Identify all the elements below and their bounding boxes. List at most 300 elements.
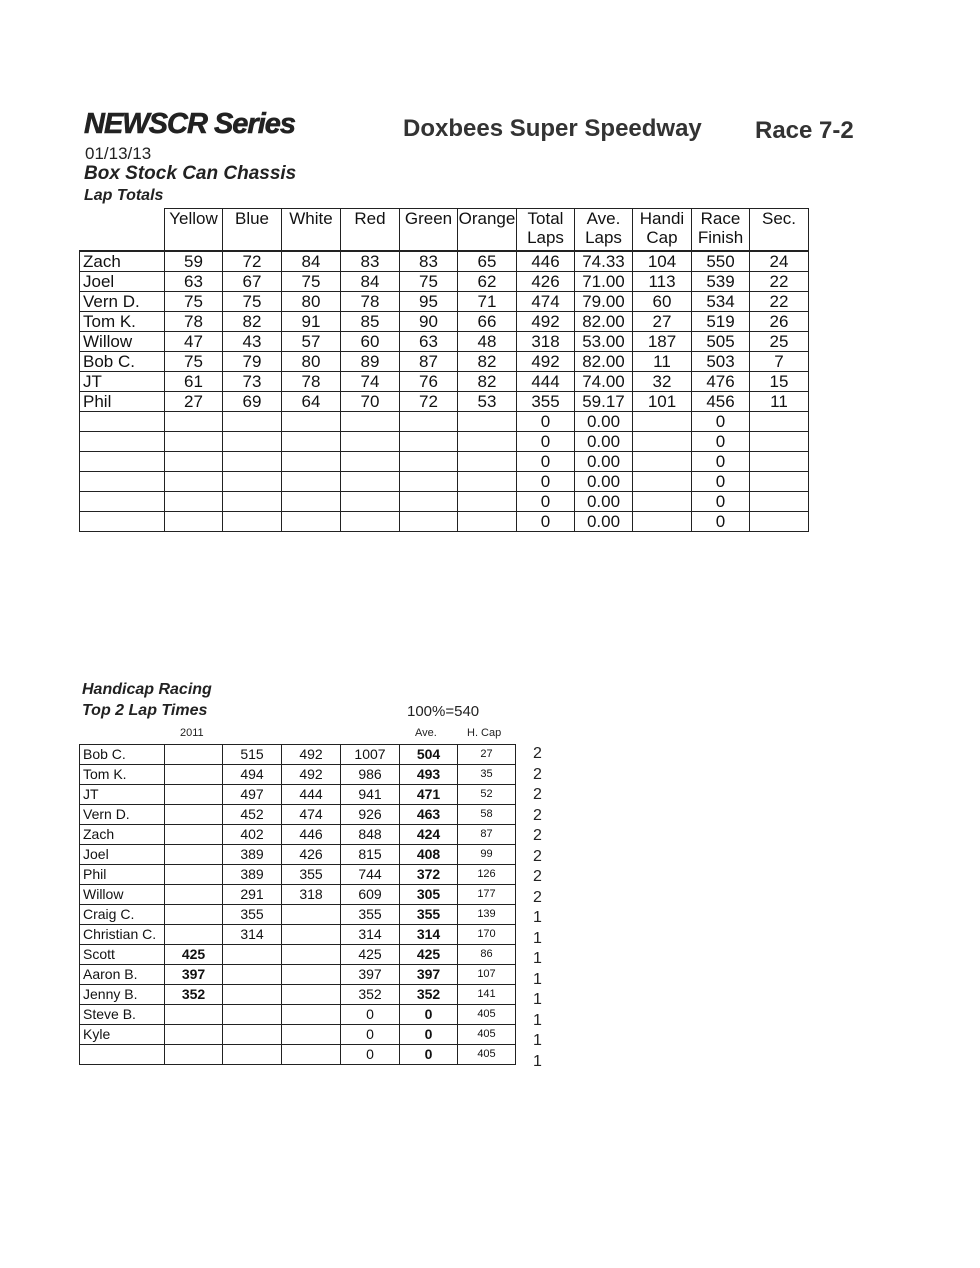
table-row [80, 965, 516, 985]
lap-value-cell: 60 [633, 292, 692, 312]
table-row [80, 272, 809, 292]
column-header-line1: Handi [639, 209, 685, 228]
lap-value-cell: 60 [341, 332, 400, 352]
lap-value-cell: 492 [517, 312, 575, 332]
table-row [80, 1045, 516, 1065]
handicap-cell: 107 [458, 965, 516, 985]
average-cell: 397 [400, 965, 458, 985]
lap-time-cell [282, 985, 341, 1005]
lap-value-cell: 74.00 [575, 372, 633, 392]
average-cell: 504 [400, 745, 458, 765]
lap-value-cell [282, 412, 341, 432]
lap-value-cell: 73 [223, 372, 282, 392]
time-2011-cell [165, 925, 223, 945]
header-blank-cell [80, 209, 165, 252]
lap-value-cell [633, 512, 692, 532]
lap-value-cell: 62 [458, 272, 517, 292]
lap-value-cell: 0 [517, 512, 575, 532]
column-header [223, 209, 282, 252]
lap-value-cell [458, 412, 517, 432]
handicap-cell: 405 [458, 1025, 516, 1045]
lap-value-cell [341, 452, 400, 472]
average-cell: 352 [400, 985, 458, 1005]
table-row [80, 745, 516, 765]
table-row [80, 352, 809, 372]
column-header-line2: Laps [527, 228, 564, 247]
table-row [80, 412, 809, 432]
lap-value-cell [282, 432, 341, 452]
race-count: 1 [533, 1032, 542, 1049]
lap-time-cell [223, 1025, 282, 1045]
lap-time-cell [282, 925, 341, 945]
lap-value-cell [223, 452, 282, 472]
lap-time-cell: 397 [341, 965, 400, 985]
lap-time-cell: 314 [223, 925, 282, 945]
handicap-cell: 58 [458, 805, 516, 825]
table-row [80, 472, 809, 492]
lap-value-cell: 61 [165, 372, 223, 392]
lap-value-cell: 75 [165, 352, 223, 372]
handicap-table [79, 744, 516, 1065]
lap-value-cell: 0.00 [575, 512, 633, 532]
lap-value-cell [282, 472, 341, 492]
lap-value-cell [458, 512, 517, 532]
lap-value-cell: 22 [750, 292, 809, 312]
average-cell: 372 [400, 865, 458, 885]
lap-value-cell: 444 [517, 372, 575, 392]
lap-value-cell: 456 [692, 392, 750, 412]
driver-name-cell [80, 432, 165, 452]
lap-time-cell: 444 [282, 785, 341, 805]
lap-time-cell [282, 905, 341, 925]
lap-time-cell: 0 [341, 1045, 400, 1065]
lap-value-cell [282, 492, 341, 512]
lap-value-cell: 474 [517, 292, 575, 312]
table-row [80, 765, 516, 785]
lap-value-cell [341, 432, 400, 452]
lap-value-cell: 87 [400, 352, 458, 372]
lap-time-cell [282, 945, 341, 965]
driver-name-cell: Bob C. [80, 352, 165, 372]
lap-value-cell: 550 [692, 251, 750, 272]
lap-value-cell: 59 [165, 251, 223, 272]
lap-time-cell: 446 [282, 825, 341, 845]
lap-value-cell: 82.00 [575, 352, 633, 372]
lap-time-cell [223, 1005, 282, 1025]
lap-time-cell: 426 [282, 845, 341, 865]
lap-time-cell: 355 [341, 905, 400, 925]
lap-time-cell [223, 1045, 282, 1065]
lap-value-cell: 84 [341, 272, 400, 292]
table-row [80, 452, 809, 472]
handicap-cell: 52 [458, 785, 516, 805]
table-row [80, 805, 516, 825]
lap-value-cell: 90 [400, 312, 458, 332]
lap-value-cell: 74.33 [575, 251, 633, 272]
lap-value-cell [633, 472, 692, 492]
lap-value-cell: 11 [633, 352, 692, 372]
lap-value-cell: 82 [458, 372, 517, 392]
lap-value-cell [165, 452, 223, 472]
table-row [80, 432, 809, 452]
race-count: 1 [533, 929, 542, 947]
lap-value-cell: 0.00 [575, 412, 633, 432]
driver-name-cell: Aaron B. [80, 965, 165, 985]
table-row [80, 945, 516, 965]
lap-value-cell: 47 [165, 332, 223, 352]
handicap-cell: 27 [458, 745, 516, 765]
average-cell: 0 [400, 1005, 458, 1025]
lap-value-cell [750, 492, 809, 512]
lap-time-cell [282, 1045, 341, 1065]
column-header-line1: Yellow [169, 209, 218, 228]
lap-value-cell: 64 [282, 392, 341, 412]
lap-value-cell: 15 [750, 372, 809, 392]
race-count: 1 [533, 970, 542, 988]
lap-time-cell [223, 965, 282, 985]
lap-value-cell: 0.00 [575, 472, 633, 492]
driver-name-cell: Phil [80, 392, 165, 412]
lap-value-cell: 65 [458, 251, 517, 272]
column-header-line1: Red [354, 209, 386, 228]
lap-value-cell: 82 [223, 312, 282, 332]
average-cell: 305 [400, 885, 458, 905]
driver-name-cell: Tom K. [80, 765, 165, 785]
lap-value-cell: 75 [282, 272, 341, 292]
lap-time-cell: 314 [341, 925, 400, 945]
lap-time-cell: 494 [223, 765, 282, 785]
lap-time-cell: 402 [223, 825, 282, 845]
table-row [80, 332, 809, 352]
lap-value-cell: 0 [517, 432, 575, 452]
lap-value-cell: 0.00 [575, 432, 633, 452]
driver-name-cell: Scott [80, 945, 165, 965]
column-header-line1: Blue [234, 209, 270, 228]
column-header-line2: Cap [646, 228, 678, 247]
lap-value-cell: 70 [341, 392, 400, 412]
race-count: 2 [533, 786, 542, 803]
column-header [400, 209, 458, 252]
table-row [80, 1025, 516, 1045]
lap-value-cell [165, 512, 223, 532]
lap-value-cell: 22 [750, 272, 809, 292]
table-row [80, 985, 516, 1005]
lap-time-cell: 609 [341, 885, 400, 905]
driver-name-cell [80, 1045, 165, 1065]
lap-value-cell: 505 [692, 332, 750, 352]
lap-value-cell: 101 [633, 392, 692, 412]
column-header [165, 209, 223, 252]
lap-value-cell: 72 [400, 392, 458, 412]
lap-value-cell: 26 [750, 312, 809, 332]
lap-totals-title: Lap Totals [84, 187, 164, 204]
race-count-column [533, 744, 542, 1072]
column-header [750, 209, 809, 252]
race-date: 01/13/13 [85, 144, 152, 163]
column-header [575, 209, 633, 252]
lap-time-cell: 352 [341, 985, 400, 1005]
lap-value-cell: 32 [633, 372, 692, 392]
lap-value-cell [341, 412, 400, 432]
lap-value-cell: 80 [282, 352, 341, 372]
lap-time-cell [282, 1025, 341, 1045]
column-header [341, 209, 400, 252]
lap-time-cell: 492 [282, 765, 341, 785]
lap-value-cell [400, 412, 458, 432]
lap-value-cell [400, 472, 458, 492]
lap-value-cell [400, 432, 458, 452]
race-count: 2 [533, 745, 542, 762]
column-header [633, 209, 692, 252]
average-cell: 424 [400, 825, 458, 845]
lap-value-cell: 0.00 [575, 492, 633, 512]
lap-value-cell: 85 [341, 312, 400, 332]
lap-value-cell [750, 512, 809, 532]
table-row [80, 925, 516, 945]
table-row [80, 492, 809, 512]
driver-name-cell: Willow [80, 332, 165, 352]
lap-value-cell: 78 [341, 292, 400, 312]
column-header-line1: Green [404, 209, 453, 228]
column-header-line2: Finish [697, 228, 744, 247]
column-header-line1: Total [527, 209, 564, 228]
driver-name-cell [80, 412, 165, 432]
column-header [692, 209, 750, 252]
lap-value-cell: 91 [282, 312, 341, 332]
lap-value-cell: 113 [633, 272, 692, 292]
lap-time-cell: 0 [341, 1025, 400, 1045]
lap-value-cell [223, 472, 282, 492]
driver-name-cell [80, 472, 165, 492]
lap-value-cell: 72 [223, 251, 282, 272]
lap-value-cell: 67 [223, 272, 282, 292]
lap-time-cell [223, 945, 282, 965]
race-count: 1 [533, 991, 542, 1008]
column-header-2011: 2011 [180, 727, 204, 739]
time-2011-cell: 397 [165, 965, 223, 985]
handicap-cell: 87 [458, 825, 516, 845]
lap-value-cell: 71 [458, 292, 517, 312]
handicap-cell: 139 [458, 905, 516, 925]
lap-value-cell: 0 [692, 472, 750, 492]
lap-value-cell [633, 412, 692, 432]
handicap-cell: 170 [458, 925, 516, 945]
average-cell: 314 [400, 925, 458, 945]
column-header [517, 209, 575, 252]
handicap-cell: 405 [458, 1005, 516, 1025]
lap-value-cell: 7 [750, 352, 809, 372]
handicap-title: Handicap Racing [82, 681, 212, 698]
lap-value-cell: 83 [400, 251, 458, 272]
lap-value-cell: 0 [692, 512, 750, 532]
lap-value-cell: 0 [517, 492, 575, 512]
lap-time-cell: 492 [282, 745, 341, 765]
driver-name-cell: JT [80, 372, 165, 392]
lap-value-cell: 75 [400, 272, 458, 292]
lap-value-cell: 0 [692, 412, 750, 432]
driver-name-cell: Tom K. [80, 312, 165, 332]
column-header [282, 209, 341, 252]
time-2011-cell [165, 845, 223, 865]
driver-name-cell: Willow [80, 885, 165, 905]
lap-value-cell [400, 452, 458, 472]
lap-value-cell [165, 472, 223, 492]
lap-value-cell: 27 [633, 312, 692, 332]
race-count: 1 [533, 950, 542, 967]
table-row [80, 885, 516, 905]
race-count: 2 [533, 847, 542, 865]
time-2011-cell [165, 865, 223, 885]
lap-value-cell: 318 [517, 332, 575, 352]
driver-name-cell: Craig C. [80, 905, 165, 925]
time-2011-cell [165, 1045, 223, 1065]
lap-time-cell: 291 [223, 885, 282, 905]
driver-name-cell: Kyle [80, 1025, 165, 1045]
lap-value-cell: 0 [517, 472, 575, 492]
lap-value-cell [750, 412, 809, 432]
lap-value-cell [282, 512, 341, 532]
lap-time-cell: 515 [223, 745, 282, 765]
lap-value-cell: 0 [517, 412, 575, 432]
lap-value-cell: 79.00 [575, 292, 633, 312]
lap-value-cell: 476 [692, 372, 750, 392]
average-cell: 0 [400, 1025, 458, 1045]
lap-value-cell: 355 [517, 392, 575, 412]
lap-value-cell: 11 [750, 392, 809, 412]
lap-value-cell [341, 512, 400, 532]
driver-name-cell [80, 492, 165, 512]
table-row [80, 845, 516, 865]
lap-time-cell: 941 [341, 785, 400, 805]
handicap-cell: 86 [458, 945, 516, 965]
lap-value-cell: 0 [517, 452, 575, 472]
handicap-cell: 99 [458, 845, 516, 865]
time-2011-cell [165, 825, 223, 845]
lap-value-cell: 71.00 [575, 272, 633, 292]
table-row [80, 865, 516, 885]
lap-value-cell: 63 [165, 272, 223, 292]
driver-name-cell: Christian C. [80, 925, 165, 945]
lap-value-cell: 80 [282, 292, 341, 312]
race-count: 1 [533, 909, 542, 926]
race-count: 1 [533, 1052, 542, 1070]
average-cell: 425 [400, 945, 458, 965]
time-2011-cell [165, 745, 223, 765]
race-count: 1 [533, 1011, 542, 1029]
column-header-line1: Sec. [761, 209, 797, 228]
driver-name-cell [80, 512, 165, 532]
handicap-cell: 177 [458, 885, 516, 905]
driver-name-cell: Bob C. [80, 745, 165, 765]
lap-value-cell [341, 472, 400, 492]
lap-value-cell [341, 492, 400, 512]
driver-name-cell [80, 452, 165, 472]
lap-value-cell: 53.00 [575, 332, 633, 352]
lap-time-cell: 1007 [341, 745, 400, 765]
driver-name-cell: Zach [80, 251, 165, 272]
lap-value-cell: 75 [165, 292, 223, 312]
time-2011-cell [165, 1005, 223, 1025]
average-cell: 471 [400, 785, 458, 805]
lap-value-cell: 24 [750, 251, 809, 272]
average-cell: 493 [400, 765, 458, 785]
time-2011-cell [165, 885, 223, 905]
lap-time-cell: 744 [341, 865, 400, 885]
driver-name-cell: Steve B. [80, 1005, 165, 1025]
lap-value-cell: 78 [282, 372, 341, 392]
lap-time-cell: 452 [223, 805, 282, 825]
race-number: Race 7-2 [755, 117, 854, 144]
lap-value-cell: 25 [750, 332, 809, 352]
lap-value-cell: 69 [223, 392, 282, 412]
race-count: 2 [533, 827, 542, 844]
lap-value-cell [458, 492, 517, 512]
lap-value-cell [223, 432, 282, 452]
lap-time-cell: 474 [282, 805, 341, 825]
column-header [458, 209, 517, 252]
lap-value-cell: 0.00 [575, 452, 633, 472]
column-header-line1: Race [700, 209, 741, 228]
lap-value-cell [633, 432, 692, 452]
lap-value-cell: 63 [400, 332, 458, 352]
lap-time-cell: 926 [341, 805, 400, 825]
lap-time-cell: 318 [282, 885, 341, 905]
lap-value-cell: 539 [692, 272, 750, 292]
column-header-line2: Laps [585, 228, 622, 247]
column-header-line1: Ave. [586, 209, 621, 228]
driver-name-cell: Jenny B. [80, 985, 165, 1005]
lap-value-cell: 79 [223, 352, 282, 372]
lap-time-cell [223, 985, 282, 1005]
column-header-hcap: H. Cap [467, 727, 502, 739]
lap-value-cell: 59.17 [575, 392, 633, 412]
lap-value-cell [750, 472, 809, 492]
lap-value-cell: 492 [517, 352, 575, 372]
lap-time-cell: 389 [223, 865, 282, 885]
lap-value-cell: 82 [458, 352, 517, 372]
handicap-cell: 35 [458, 765, 516, 785]
lap-value-cell [165, 412, 223, 432]
column-header-line1: Orange [458, 209, 516, 228]
time-2011-cell [165, 1025, 223, 1045]
time-2011-cell [165, 805, 223, 825]
lap-value-cell: 43 [223, 332, 282, 352]
lap-value-cell [282, 452, 341, 472]
lap-time-cell: 0 [341, 1005, 400, 1025]
column-header-ave: Ave. [415, 727, 437, 739]
handicap-cell: 141 [458, 985, 516, 1005]
lap-value-cell [223, 412, 282, 432]
lap-time-cell: 815 [341, 845, 400, 865]
lap-value-cell [223, 512, 282, 532]
lap-value-cell [400, 492, 458, 512]
lap-value-cell: 446 [517, 251, 575, 272]
table-row [80, 825, 516, 845]
average-cell: 0 [400, 1045, 458, 1065]
race-count: 2 [533, 868, 542, 885]
lap-value-cell: 187 [633, 332, 692, 352]
lap-value-cell: 75 [223, 292, 282, 312]
driver-name-cell: Vern D. [80, 805, 165, 825]
lap-value-cell: 95 [400, 292, 458, 312]
lap-value-cell: 0 [692, 452, 750, 472]
lap-value-cell: 503 [692, 352, 750, 372]
lap-value-cell: 74 [341, 372, 400, 392]
time-2011-cell [165, 765, 223, 785]
lap-value-cell: 0 [692, 432, 750, 452]
lap-value-cell [165, 492, 223, 512]
lap-time-cell: 425 [341, 945, 400, 965]
